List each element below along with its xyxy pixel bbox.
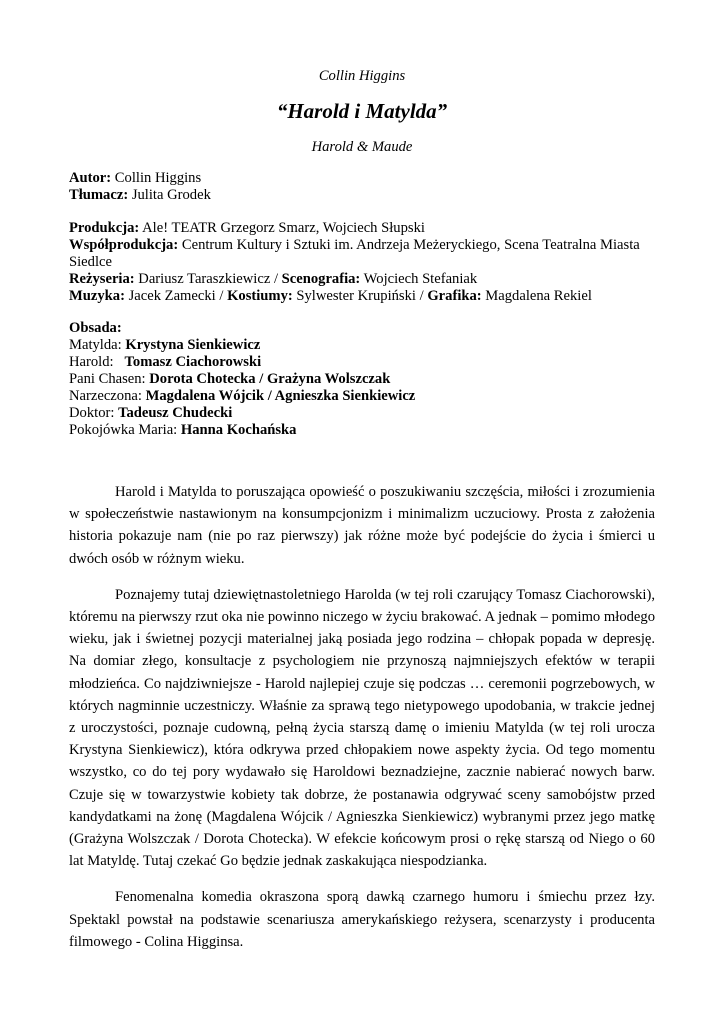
original-title: Harold & Maude bbox=[311, 139, 413, 155]
cast-role: Narzeczona: bbox=[69, 388, 146, 404]
muzyka-line bbox=[69, 288, 659, 305]
paragraph: Harold i Matylda to poruszająca opowieść o poszukiwaniu szczęścia, miłości i zrozumienia w społeczeństwie nastawionym na konsumpcjonizm i minimalizm uczuciowy. Prosta z założenia historia pokazuje nam (nie po raz pierwszy) jak różne może być podejście do życia i śmierci u dwóch osób w różnym wieku. bbox=[69, 484, 655, 567]
rezyseria-value: Dariusz Taraszkiewicz / bbox=[134, 271, 282, 287]
cast-role: Harold: bbox=[69, 354, 125, 370]
cast-actor: Hanna Kochańska bbox=[180, 422, 297, 438]
tlumacz-line bbox=[69, 187, 659, 204]
scenografia-value: Wojciech Stefaniak bbox=[360, 271, 478, 287]
cast-row bbox=[69, 422, 659, 439]
page-title: “Harold i Matylda” bbox=[276, 99, 448, 123]
header-author: Collin Higgins bbox=[318, 68, 406, 84]
wspolprodukcja-line bbox=[69, 237, 659, 271]
kostiumy-label: Kostiumy: bbox=[227, 288, 293, 304]
cast-actor: Tomasz Ciachorowski bbox=[124, 354, 262, 370]
autor-value: Collin Higgins bbox=[111, 170, 202, 186]
produkcja-label: Produkcja: bbox=[69, 220, 140, 236]
cast-role: Matylda: bbox=[69, 337, 126, 353]
paragraph: Fenomenalna komedia okraszona sporą dawką czarnego humoru i śmiechu przez łzy. Spektakl powstał na podstawie scenariusza amerykańskiego reżysera, scenarzysty i producenta filmowego - Colina Higginsa. bbox=[69, 889, 655, 950]
cast-row bbox=[69, 337, 659, 354]
cast-row bbox=[69, 354, 659, 371]
autor-line bbox=[69, 170, 659, 187]
paragraph: Poznajemy tutaj dziewiętnastoletniego Harolda (w tej roli czarujący Tomasz Ciachorowski), któremu na pierwszy rzut oka nie powinno niczego w życiu brakować. A jednak – pomimo młodego wieku, jak i świetnej pozycji materialnej jaką posiada jego rodzina – chłopak popada w depresję. Na domiar złego, konsultacje z psychologiem nie przynoszą najmniejszych efektów w terapii młodzieńca. Co najdziwniejsze - Harold najlepiej czuje się podczas … ceremonii pogrzebowych, w których nagminnie uczestniczy. Właśnie za sprawą tego nietypowego upodobania, w trakcie jednej z uroczystości, poznaje cudowną, pełną życia starszą damę o imieniu Matylda (w tej roli urocza Krystyna Sienkiewicz), która odkrywa przed chłopakiem nowe aspekty życia. Od tego momentu wszystko, co do tej pory wydawało się Haroldowi beznadziejne, zacznie nabierać nowych barw. Czuje się w towarzystwie kobiety tak dobrze, że postanawia odgrywać sceny samobójstw przed kandydatkami na żonę (Magdalena Wójcik / Agnieszka Sienkiewicz) wybranymi przez jego matkę (Grażyna Wolszczak / Dorota Chotecka). W efekcie końcowym prosi o rękę starszą od Niego o 60 lat Matyldę. Tutaj czekać Go będzie jednak zaskakująca niespodzianka. bbox=[69, 586, 655, 870]
cast-row bbox=[69, 388, 659, 405]
cast-actor: Krystyna Sienkiewicz bbox=[125, 337, 261, 353]
grafika-label: Grafika: bbox=[427, 288, 482, 304]
produkcja-value: Ale! TEATR Grzegorz Smarz, Wojciech Słupski bbox=[139, 220, 425, 236]
cast-heading: Obsada: bbox=[69, 320, 122, 336]
grafika-value: Magdalena Rekiel bbox=[481, 288, 592, 304]
author-credits bbox=[69, 170, 659, 204]
scenografia-label: Scenografia: bbox=[281, 271, 361, 287]
cast-row bbox=[69, 371, 659, 388]
rezyseria-line bbox=[69, 271, 659, 288]
cast-role: Pokojówka Maria: bbox=[69, 422, 181, 438]
produkcja-line bbox=[69, 220, 659, 237]
wspolprodukcja-label: Współprodukcja: bbox=[69, 237, 179, 253]
wspolprodukcja-value: Centrum Kultury i Sztuki im. Andrzeja Meżeryckiego, Scena Teatralna Miasta Siedlce bbox=[69, 237, 640, 270]
cast-actor: Tadeusz Chudecki bbox=[118, 405, 233, 421]
rezyseria-label: Reżyseria: bbox=[69, 271, 135, 287]
cast-actor: Magdalena Wójcik / Agnieszka Sienkiewicz bbox=[145, 388, 416, 404]
kostiumy-value: Sylwester Krupiński / bbox=[292, 288, 428, 304]
cast-role: Pani Chasen: bbox=[69, 371, 150, 387]
cast-row bbox=[69, 405, 659, 422]
cast-list bbox=[69, 320, 659, 439]
tlumacz-value: Julita Grodek bbox=[128, 187, 211, 203]
description bbox=[69, 481, 655, 967]
muzyka-value: Jacek Zamecki / bbox=[124, 288, 228, 304]
muzyka-label: Muzyka: bbox=[69, 288, 125, 304]
autor-label: Autor: bbox=[69, 170, 112, 186]
cast-actor: Dorota Chotecka / Grażyna Wolszczak bbox=[149, 371, 391, 387]
tlumacz-label: Tłumacz: bbox=[69, 187, 129, 203]
cast-role: Doktor: bbox=[69, 405, 119, 421]
production-credits bbox=[69, 220, 659, 305]
